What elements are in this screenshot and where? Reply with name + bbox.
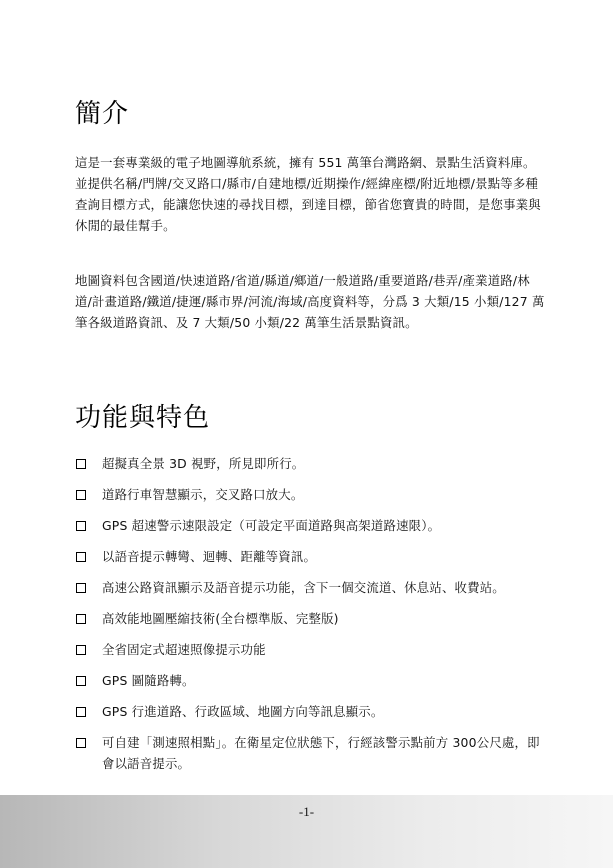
checkbox-bullet-icon [76,645,86,655]
checkbox-bullet-icon [76,676,86,686]
feature-text: 全省固定式超速照像提示功能 [102,642,266,657]
intro-paragraph-2: 地圖資料包含國道/快速道路/省道/縣道/鄉道/一般道路/重要道路/巷弄/產業道路/林道/計畫道路/鐵道/捷運/縣市界/河流/海域/高度資料等，分爲 3 大類/15 小類/127 萬筆各級道路資訊、及 7 大類/50 小類/22 萬筆生活景點資訊。 [75,273,545,330]
feature-text: GPS 行進道路、行政區域、地圖方向等訊息顯示。 [102,704,384,719]
intro-paragraph-1: 這是一套專業級的電子地圖導航系統，擁有 551 萬筆台灣路網、景點生活資料庫。並提供名稱/門牌/交叉路口/縣市/自建地標/近期操作/經緯座標/附近地標/景點等多種查詢目標方式，能讓您快速的尋找目標，到達目標，節省您寶貴的時間，是您事業與休閒的最佳幫手。 [75,155,541,233]
feature-item [75,515,545,536]
feature-item [75,453,545,474]
features-heading: 功能與特色 [75,403,211,433]
feature-text: GPS 超速警示速限設定（可設定平面道路與高架道路速限）。 [102,518,441,533]
feature-text: 以語音提示轉彎、迴轉、距離等資訊。 [102,549,317,564]
features-list [75,453,545,784]
checkbox-bullet-icon [76,707,86,717]
feature-text: 高速公路資訊顯示及語音提示功能，含下一個交流道、休息站、收費站。 [102,580,505,595]
page-number: -1- [298,804,315,819]
feature-text: 超擬真全景 3D 視野，所見即所行。 [102,456,305,471]
feature-text: 高效能地圖壓縮技術(全台標準版、完整版) [102,611,339,626]
intro-heading: 簡介 [75,99,130,129]
feature-text: 道路行車智慧顯示，交叉路口放大。 [102,487,304,502]
feature-item [75,701,545,722]
checkbox-bullet-icon [76,552,86,562]
feature-item [75,484,545,505]
checkbox-bullet-icon [76,490,86,500]
checkbox-bullet-icon [76,583,86,593]
feature-text: GPS 圖隨路轉。 [102,673,195,688]
checkbox-bullet-icon [76,738,86,748]
feature-item [75,546,545,567]
feature-item [75,608,545,629]
checkbox-bullet-icon [76,459,86,469]
feature-item [75,577,545,598]
checkbox-bullet-icon [76,521,86,531]
feature-item [75,639,545,660]
feature-text: 可自建「測速照相點」。在衛星定位狀態下，行經該警示點前方 300公尺處，即會以語音提示。 [102,735,540,771]
feature-item [75,670,545,691]
feature-item [75,732,545,774]
checkbox-bullet-icon [76,614,86,624]
